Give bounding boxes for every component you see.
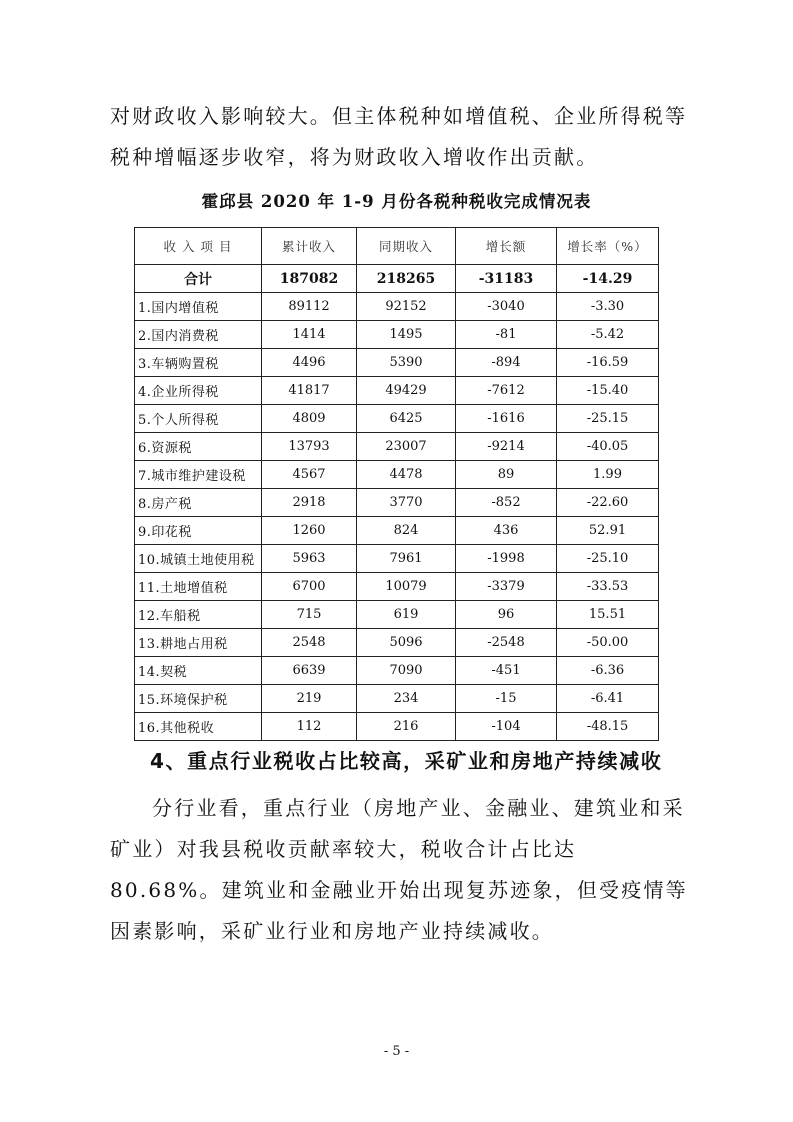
row-cumulative: 2918	[262, 489, 357, 517]
row-item-name: 1.国内增值税	[135, 293, 262, 321]
table-row	[135, 601, 659, 629]
row-item-name: 6.资源税	[135, 433, 262, 461]
tax-revenue-table	[134, 227, 659, 741]
row-cumulative: 6639	[262, 657, 357, 685]
row-growth-amount: 89	[456, 461, 557, 489]
row-cumulative: 1260	[262, 517, 357, 545]
row-cumulative: 6700	[262, 573, 357, 601]
row-same-period: 7090	[357, 657, 456, 685]
row-cumulative: 715	[262, 601, 357, 629]
row-growth-rate: -3.30	[557, 293, 659, 321]
table-row	[135, 685, 659, 713]
row-same-period: 216	[357, 713, 456, 741]
row-item-name: 2.国内消费税	[135, 321, 262, 349]
row-growth-amount: 96	[456, 601, 557, 629]
table-row	[135, 461, 659, 489]
row-growth-amount: 436	[456, 517, 557, 545]
row-growth-amount: -15	[456, 685, 557, 713]
row-same-period: 1495	[357, 321, 456, 349]
row-growth-amount: -3040	[456, 293, 557, 321]
row-growth-rate: 1.99	[557, 461, 659, 489]
table-caption: 霍邱县 2020 年 1-9 月份各税种税收完成情况表	[201, 192, 592, 211]
row-cumulative: 112	[262, 713, 357, 741]
row-item-name: 7.城市维护建设税	[135, 461, 262, 489]
row-growth-amount: -104	[456, 713, 557, 741]
row-growth-rate: -6.41	[557, 685, 659, 713]
total-growth-amount: -31183	[456, 265, 557, 293]
row-item-name: 13.耕地占用税	[135, 629, 262, 657]
table-row	[135, 573, 659, 601]
row-item-name: 5.个人所得税	[135, 405, 262, 433]
row-cumulative: 219	[262, 685, 357, 713]
row-item-name: 14.契税	[135, 657, 262, 685]
body-paragraph: 分行业看，重点行业（房地产业、金融业、建筑业和采矿业）对我县税收贡献率较大，税收合计占比达 80.68%。建筑业和金融业开始出现复苏迹象，但受疫情等因素影响，采矿业行业和房地产业持续减收。	[110, 796, 688, 943]
header-growth-amount: 增长额	[456, 228, 557, 265]
row-growth-amount: -852	[456, 489, 557, 517]
row-growth-rate: -22.60	[557, 489, 659, 517]
total-cumulative: 187082	[262, 265, 357, 293]
table-row	[135, 433, 659, 461]
total-same-period: 218265	[357, 265, 456, 293]
row-cumulative: 4809	[262, 405, 357, 433]
row-item-name: 3.车辆购置税	[135, 349, 262, 377]
table-row	[135, 377, 659, 405]
total-growth-rate: -14.29	[557, 265, 659, 293]
table-row	[135, 657, 659, 685]
row-item-name: 11.土地增值税	[135, 573, 262, 601]
row-cumulative: 1414	[262, 321, 357, 349]
row-same-period: 3770	[357, 489, 456, 517]
row-growth-rate: -5.42	[557, 321, 659, 349]
header-cumulative: 累计收入	[262, 228, 357, 265]
row-cumulative: 5963	[262, 545, 357, 573]
row-growth-amount: -2548	[456, 629, 557, 657]
row-growth-amount: -451	[456, 657, 557, 685]
row-cumulative: 89112	[262, 293, 357, 321]
row-same-period: 49429	[357, 377, 456, 405]
row-cumulative: 4567	[262, 461, 357, 489]
row-same-period: 6425	[357, 405, 456, 433]
row-item-name: 12.车船税	[135, 601, 262, 629]
row-cumulative: 41817	[262, 377, 357, 405]
row-growth-rate: 52.91	[557, 517, 659, 545]
table-header-row	[135, 228, 659, 265]
table-row	[135, 293, 659, 321]
row-same-period: 5390	[357, 349, 456, 377]
row-same-period: 4478	[357, 461, 456, 489]
row-growth-rate: -16.59	[557, 349, 659, 377]
row-growth-rate: -6.36	[557, 657, 659, 685]
row-growth-amount: -894	[456, 349, 557, 377]
row-growth-rate: -25.10	[557, 545, 659, 573]
row-same-period: 5096	[357, 629, 456, 657]
row-growth-amount: -9214	[456, 433, 557, 461]
row-cumulative: 4496	[262, 349, 357, 377]
row-same-period: 10079	[357, 573, 456, 601]
row-item-name: 10.城镇土地使用税	[135, 545, 262, 573]
table-row	[135, 405, 659, 433]
section-heading: 4、重点行业税收占比较高，采矿业和房地产持续减收	[150, 749, 663, 773]
row-growth-amount: -1616	[456, 405, 557, 433]
row-item-name: 9.印花税	[135, 517, 262, 545]
row-growth-rate: -15.40	[557, 377, 659, 405]
table-row	[135, 713, 659, 741]
row-same-period: 7961	[357, 545, 456, 573]
table-row	[135, 321, 659, 349]
row-item-name: 15.环境保护税	[135, 685, 262, 713]
header-item: 收 入 项 目	[135, 228, 262, 265]
table-row	[135, 489, 659, 517]
row-growth-rate: 15.51	[557, 601, 659, 629]
total-label: 合计	[135, 265, 262, 293]
row-growth-rate: -33.53	[557, 573, 659, 601]
table-row	[135, 629, 659, 657]
table-row	[135, 349, 659, 377]
row-growth-amount: -1998	[456, 545, 557, 573]
table-total-row	[135, 265, 659, 293]
row-same-period: 92152	[357, 293, 456, 321]
row-cumulative: 2548	[262, 629, 357, 657]
row-growth-amount: -3379	[456, 573, 557, 601]
row-same-period: 234	[357, 685, 456, 713]
row-item-name: 4.企业所得税	[135, 377, 262, 405]
row-growth-rate: -50.00	[557, 629, 659, 657]
page-number: - 5 -	[383, 1044, 410, 1059]
row-item-name: 8.房产税	[135, 489, 262, 517]
header-growth-rate: 增长率（%）	[557, 228, 659, 265]
row-growth-rate: -40.05	[557, 433, 659, 461]
row-growth-rate: -48.15	[557, 713, 659, 741]
table-row	[135, 517, 659, 545]
row-item-name: 16.其他税收	[135, 713, 262, 741]
row-growth-amount: -81	[456, 321, 557, 349]
row-same-period: 824	[357, 517, 456, 545]
row-same-period: 619	[357, 601, 456, 629]
row-growth-amount: -7612	[456, 377, 557, 405]
table-row	[135, 545, 659, 573]
row-cumulative: 13793	[262, 433, 357, 461]
row-same-period: 23007	[357, 433, 456, 461]
intro-paragraph: 对财政收入影响较大。但主体税种如增值税、企业所得税等税种增幅逐步收窄，将为财政收入增收作出贡献。	[110, 104, 688, 169]
row-growth-rate: -25.15	[557, 405, 659, 433]
header-same-period: 同期收入	[357, 228, 456, 265]
